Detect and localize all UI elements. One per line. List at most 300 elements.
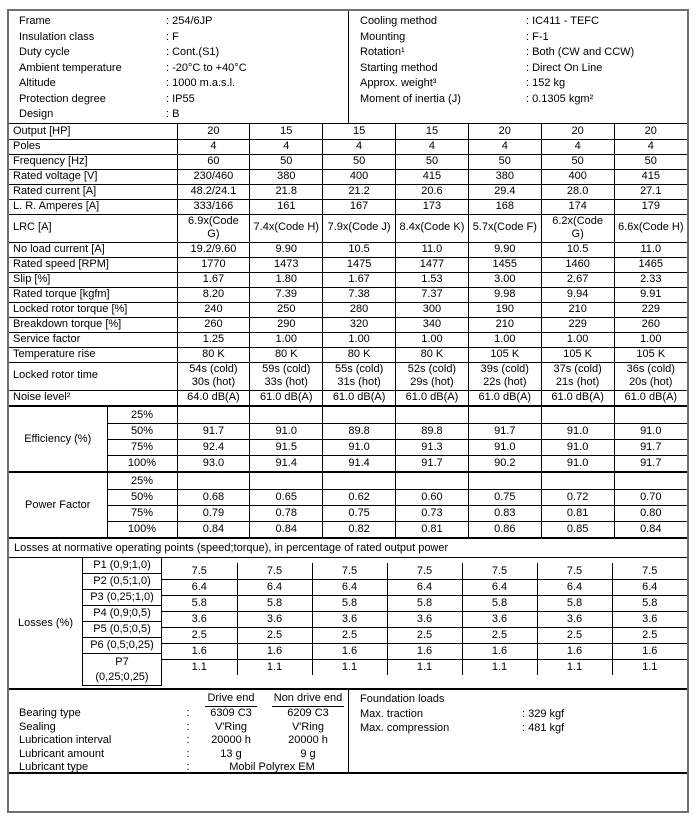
bearing-block bbox=[9, 690, 349, 772]
efficiency-value-cell: 91.4 bbox=[250, 455, 323, 471]
foundation-value: : 329 kgf bbox=[522, 708, 565, 720]
losses-value-cell: 2.5 bbox=[312, 627, 387, 643]
general-info-left bbox=[9, 11, 348, 123]
spec-value-cell: 105 K bbox=[614, 347, 687, 362]
losses-value-cell: 7.5 bbox=[462, 563, 537, 579]
spec-value-cell: 1770 bbox=[177, 257, 250, 272]
spec-row bbox=[9, 272, 687, 287]
power-factor-value-cell bbox=[614, 473, 687, 489]
bearing-row bbox=[19, 721, 349, 735]
losses-value-cell: 7.5 bbox=[612, 563, 687, 579]
spec-value-cell: 2.33 bbox=[614, 272, 687, 287]
foundation-row bbox=[360, 707, 687, 721]
spec-row-label: L. R. Amperes [A] bbox=[9, 199, 177, 214]
losses-body bbox=[9, 558, 687, 688]
bearing-row bbox=[19, 748, 349, 762]
losses-value-cell: 3.6 bbox=[387, 611, 462, 627]
spec-value-cell: 415 bbox=[614, 169, 687, 184]
power-factor-block bbox=[9, 471, 687, 537]
spec-row-label: Rated torque [kgfm] bbox=[9, 287, 177, 302]
footer-empty-area bbox=[9, 772, 687, 811]
load-level-cell: 50% bbox=[107, 489, 177, 505]
info-row bbox=[19, 61, 348, 77]
spec-value-cell: 4 bbox=[614, 139, 687, 154]
spec-table-section bbox=[9, 123, 687, 405]
performance-section bbox=[9, 405, 687, 537]
info-row bbox=[360, 92, 687, 108]
spec-row bbox=[9, 139, 687, 154]
spec-row-label: Frequency [Hz] bbox=[9, 154, 177, 169]
spec-value-cell: 9.98 bbox=[468, 287, 541, 302]
power-factor-value-cell: 0.78 bbox=[250, 505, 323, 521]
efficiency-value-cell: 91.3 bbox=[396, 439, 469, 455]
colon: : bbox=[186, 747, 190, 760]
spec-value-cell: 380 bbox=[468, 169, 541, 184]
info-value: : IP55 bbox=[166, 92, 195, 105]
colon: : bbox=[186, 720, 190, 733]
efficiency-row bbox=[9, 455, 687, 471]
spec-value-cell: 4 bbox=[468, 139, 541, 154]
losses-value-cell: 1.1 bbox=[462, 659, 537, 675]
info-label: Altitude bbox=[19, 77, 56, 89]
spec-value-cell: 50 bbox=[541, 154, 614, 169]
spec-value-cell: 333/166 bbox=[177, 199, 250, 214]
spec-value-cell: 210 bbox=[468, 317, 541, 332]
info-label: Design bbox=[19, 108, 54, 120]
spec-value-cell: 7.4x(Code H) bbox=[250, 214, 323, 242]
lubricant-type-value: Mobil Polyrex EM bbox=[229, 761, 315, 773]
info-label: Frame bbox=[19, 15, 51, 27]
losses-row bbox=[162, 627, 687, 643]
bearing-row-label: Sealing bbox=[19, 720, 56, 733]
losses-point-label: P4 (0,9;0,5) bbox=[82, 606, 162, 622]
spec-value-cell: 1.00 bbox=[250, 332, 323, 347]
spec-value-cell: 10.5 bbox=[541, 242, 614, 257]
info-row bbox=[360, 76, 687, 92]
colon: : bbox=[186, 707, 190, 719]
spec-row-label: Poles bbox=[9, 139, 177, 154]
spec-value-cell: 174 bbox=[541, 199, 614, 214]
spec-row bbox=[9, 287, 687, 302]
spec-value-cell: 20 bbox=[541, 124, 614, 139]
info-value: : Cont.(S1) bbox=[166, 46, 220, 58]
spec-value-cell: 415 bbox=[396, 169, 469, 184]
spec-row-label: Rated voltage [V] bbox=[9, 169, 177, 184]
spec-value-cell: 4 bbox=[177, 139, 250, 154]
losses-value-cell: 3.6 bbox=[312, 611, 387, 627]
spec-row-label: LRC [A] bbox=[9, 214, 177, 242]
losses-point-labels bbox=[82, 558, 162, 688]
spec-value-cell: 15 bbox=[250, 124, 323, 139]
spec-value-cell: 2.67 bbox=[541, 272, 614, 287]
power-factor-value-cell: 0.79 bbox=[177, 505, 250, 521]
spec-row-label: Rated speed [RPM] bbox=[9, 257, 177, 272]
info-value: : F bbox=[166, 30, 179, 43]
losses-value-cell: 6.4 bbox=[612, 579, 687, 595]
spec-value-cell: 1465 bbox=[614, 257, 687, 272]
spec-value-cell: 21.8 bbox=[250, 184, 323, 199]
power-factor-value-cell: 0.72 bbox=[541, 489, 614, 505]
info-label: Moment of inertia (J) bbox=[360, 92, 461, 105]
efficiency-value-cell: 91.0 bbox=[541, 423, 614, 439]
spec-value-cell: 6.2x(Code G) bbox=[541, 214, 614, 242]
power-factor-value-cell: 0.75 bbox=[468, 489, 541, 505]
spec-value-cell: 36s (cold) 20s (hot) bbox=[614, 362, 687, 390]
losses-point-label: P7 (0,25;0,25) bbox=[82, 654, 162, 686]
efficiency-row bbox=[9, 423, 687, 439]
spec-value-cell: 50 bbox=[468, 154, 541, 169]
info-value: : Both (CW and CCW) bbox=[526, 46, 635, 58]
spec-value-cell: 1.00 bbox=[614, 332, 687, 347]
efficiency-value-cell: 91.7 bbox=[468, 423, 541, 439]
losses-value-cell: 1.6 bbox=[612, 643, 687, 659]
spec-value-cell: 320 bbox=[323, 317, 396, 332]
power-factor-value-cell bbox=[468, 473, 541, 489]
losses-point-label: P3 (0,25;1,0) bbox=[82, 590, 162, 606]
info-row bbox=[360, 61, 687, 77]
spec-value-cell: 1.00 bbox=[323, 332, 396, 347]
efficiency-value-cell: 91.4 bbox=[323, 455, 396, 471]
spec-value-cell: 61.0 dB(A) bbox=[250, 390, 323, 405]
losses-point-label: P1 (0,9;1,0) bbox=[82, 558, 162, 574]
losses-section bbox=[9, 537, 687, 688]
losses-value-cell: 1.6 bbox=[162, 643, 237, 659]
info-value: : 152 kg bbox=[526, 77, 566, 89]
general-info-right bbox=[348, 11, 687, 123]
losses-value-cell: 3.6 bbox=[612, 611, 687, 627]
info-label: Duty cycle bbox=[19, 46, 70, 58]
drive-end-header-text: Drive end bbox=[205, 692, 256, 707]
spec-value-cell: 1.25 bbox=[177, 332, 250, 347]
spec-value-cell: 1477 bbox=[396, 257, 469, 272]
efficiency-row bbox=[9, 407, 687, 423]
spec-value-cell: 20 bbox=[177, 124, 250, 139]
power-factor-row bbox=[9, 489, 687, 505]
losses-value-cell: 7.5 bbox=[237, 563, 312, 579]
spec-value-cell: 21.2 bbox=[323, 184, 396, 199]
spec-row bbox=[9, 184, 687, 199]
losses-value-cell: 2.5 bbox=[237, 627, 312, 643]
spec-value-cell: 1.53 bbox=[396, 272, 469, 287]
load-level-cell: 25% bbox=[107, 407, 177, 423]
bearing-value: 13 g bbox=[220, 747, 242, 760]
losses-row bbox=[162, 611, 687, 627]
info-label: Mounting bbox=[360, 30, 406, 43]
spec-value-cell: 7.9x(Code J) bbox=[323, 214, 396, 242]
losses-row bbox=[162, 659, 687, 675]
info-row bbox=[19, 14, 348, 30]
efficiency-value-cell bbox=[468, 407, 541, 423]
bearing-value: 20000 h bbox=[211, 734, 251, 746]
power-factor-value-cell: 0.86 bbox=[468, 521, 541, 537]
spec-value-cell: 10.5 bbox=[323, 242, 396, 257]
spec-value-cell: 105 K bbox=[468, 347, 541, 362]
losses-values-table bbox=[162, 563, 687, 675]
losses-value-cell: 2.5 bbox=[537, 627, 612, 643]
bearing-value: 9 g bbox=[300, 747, 316, 760]
spec-value-cell: 80 K bbox=[396, 347, 469, 362]
spec-value-cell: 400 bbox=[541, 169, 614, 184]
bearing-value: V'Ring bbox=[291, 720, 325, 733]
efficiency-value-cell: 91.7 bbox=[177, 423, 250, 439]
spec-value-cell: 4 bbox=[323, 139, 396, 154]
power-factor-value-cell: 0.82 bbox=[323, 521, 396, 537]
spec-value-cell: 4 bbox=[250, 139, 323, 154]
spec-value-cell: 20 bbox=[614, 124, 687, 139]
losses-label: Losses (%) bbox=[17, 617, 74, 629]
load-level-cell: 100% bbox=[107, 455, 177, 471]
spec-value-cell: 61.0 dB(A) bbox=[323, 390, 396, 405]
efficiency-value-cell bbox=[541, 407, 614, 423]
power-factor-value-cell bbox=[177, 473, 250, 489]
power-factor-row bbox=[9, 505, 687, 521]
info-value: : B bbox=[166, 108, 180, 120]
info-value: : IC411 - TEFC bbox=[526, 15, 599, 27]
spec-value-cell: 167 bbox=[323, 199, 396, 214]
power-factor-value-cell bbox=[250, 473, 323, 489]
spec-value-cell: 1.00 bbox=[396, 332, 469, 347]
spec-value-cell: 64.0 dB(A) bbox=[177, 390, 250, 405]
spec-value-cell: 37s (cold) 21s (hot) bbox=[541, 362, 614, 390]
losses-title: Losses at normative operating points (speed;torque), in percentage of rated output power bbox=[9, 539, 687, 558]
power-factor-value-cell: 0.84 bbox=[614, 521, 687, 537]
losses-value-cell: 6.4 bbox=[312, 579, 387, 595]
losses-value-cell: 5.8 bbox=[237, 595, 312, 611]
spec-value-cell: 11.0 bbox=[396, 242, 469, 257]
spec-value-cell: 1.00 bbox=[541, 332, 614, 347]
bearing-foundation-section bbox=[9, 688, 687, 772]
spec-value-cell: 260 bbox=[177, 317, 250, 332]
efficiency-value-cell: 91.7 bbox=[614, 455, 687, 471]
power-factor-value-cell: 0.73 bbox=[396, 505, 469, 521]
spec-value-cell: 27.1 bbox=[614, 184, 687, 199]
spec-row-label: Service factor bbox=[9, 332, 177, 347]
losses-row bbox=[162, 563, 687, 579]
spec-value-cell: 48.2/24.1 bbox=[177, 184, 250, 199]
spec-value-cell: 19.2/9.60 bbox=[177, 242, 250, 257]
spec-value-cell: 8.4x(Code K) bbox=[396, 214, 469, 242]
efficiency-label: Efficiency (%) bbox=[9, 407, 107, 471]
losses-value-cell: 2.5 bbox=[462, 627, 537, 643]
spec-value-cell: 229 bbox=[614, 302, 687, 317]
spacer bbox=[181, 692, 195, 707]
spec-value-cell: 80 K bbox=[323, 347, 396, 362]
spec-row-label: Locked rotor time bbox=[9, 362, 177, 390]
general-info-section bbox=[9, 11, 687, 123]
bearing-value: 6309 C3 bbox=[210, 707, 252, 719]
spec-value-cell: 6.9x(Code G) bbox=[177, 214, 250, 242]
bearing-value: V'Ring bbox=[214, 720, 248, 733]
losses-value-cell: 1.1 bbox=[537, 659, 612, 675]
bearing-row-label: Lubricant amount bbox=[19, 747, 104, 760]
spec-value-cell: 173 bbox=[396, 199, 469, 214]
info-value: : F-1 bbox=[526, 30, 549, 43]
spec-value-cell: 50 bbox=[323, 154, 396, 169]
info-value: : Direct On Line bbox=[526, 61, 603, 74]
spec-row bbox=[9, 124, 687, 139]
spec-value-cell: 50 bbox=[250, 154, 323, 169]
power-factor-value-cell: 0.62 bbox=[323, 489, 396, 505]
info-row bbox=[19, 76, 348, 92]
spec-value-cell: 54s (cold) 30s (hot) bbox=[177, 362, 250, 390]
spec-value-cell: 280 bbox=[323, 302, 396, 317]
power-factor-table bbox=[9, 473, 687, 537]
spec-value-cell: 50 bbox=[396, 154, 469, 169]
spec-value-cell: 400 bbox=[323, 169, 396, 184]
non-drive-end-header-text: Non drive end bbox=[272, 692, 345, 707]
spec-row bbox=[9, 154, 687, 169]
spec-row-label: Noise level² bbox=[9, 390, 177, 405]
info-value: : 1000 m.a.s.l. bbox=[166, 77, 236, 89]
power-factor-value-cell bbox=[323, 473, 396, 489]
losses-value-cell: 6.4 bbox=[237, 579, 312, 595]
losses-value-cell: 1.6 bbox=[462, 643, 537, 659]
spec-row bbox=[9, 317, 687, 332]
spec-value-cell: 20.6 bbox=[396, 184, 469, 199]
spec-value-cell: 39s (cold) 22s (hot) bbox=[468, 362, 541, 390]
load-level-cell: 75% bbox=[107, 439, 177, 455]
info-value: : -20°C to +40°C bbox=[166, 61, 247, 74]
spec-value-cell: 52s (cold) 29s (hot) bbox=[396, 362, 469, 390]
spec-value-cell: 229 bbox=[541, 317, 614, 332]
drive-end-header bbox=[195, 692, 267, 707]
spec-row bbox=[9, 242, 687, 257]
load-level-cell: 75% bbox=[107, 505, 177, 521]
load-level-cell: 25% bbox=[107, 473, 177, 489]
spec-value-cell: 8.20 bbox=[177, 287, 250, 302]
losses-value-cell: 7.5 bbox=[162, 563, 237, 579]
losses-value-cell: 2.5 bbox=[162, 627, 237, 643]
bearing-row bbox=[19, 734, 349, 748]
power-factor-value-cell: 0.80 bbox=[614, 505, 687, 521]
spec-value-cell: 7.38 bbox=[323, 287, 396, 302]
spec-value-cell: 15 bbox=[323, 124, 396, 139]
losses-value-cell: 6.4 bbox=[162, 579, 237, 595]
spec-row bbox=[9, 332, 687, 347]
spec-value-cell: 250 bbox=[250, 302, 323, 317]
spec-value-cell: 1473 bbox=[250, 257, 323, 272]
spec-row bbox=[9, 347, 687, 362]
power-factor-value-cell: 0.68 bbox=[177, 489, 250, 505]
spec-value-cell: 1475 bbox=[323, 257, 396, 272]
spec-value-cell: 80 K bbox=[177, 347, 250, 362]
spec-value-cell: 1.80 bbox=[250, 272, 323, 287]
losses-row bbox=[162, 643, 687, 659]
efficiency-value-cell: 91.5 bbox=[250, 439, 323, 455]
spec-value-cell: 50 bbox=[614, 154, 687, 169]
efficiency-value-cell: 90.2 bbox=[468, 455, 541, 471]
power-factor-value-cell: 0.65 bbox=[250, 489, 323, 505]
losses-value-cell: 7.5 bbox=[537, 563, 612, 579]
efficiency-value-cell bbox=[250, 407, 323, 423]
spec-value-cell: 1.67 bbox=[323, 272, 396, 287]
power-factor-value-cell: 0.81 bbox=[541, 505, 614, 521]
losses-value-cell: 5.8 bbox=[387, 595, 462, 611]
spec-value-cell: 61.0 dB(A) bbox=[468, 390, 541, 405]
spec-value-cell: 55s (cold) 31s (hot) bbox=[323, 362, 396, 390]
spec-value-cell: 260 bbox=[614, 317, 687, 332]
info-row bbox=[19, 92, 348, 108]
power-factor-row bbox=[9, 521, 687, 537]
bearing-row-label: Lubricant type bbox=[19, 761, 89, 773]
power-factor-value-cell: 0.83 bbox=[468, 505, 541, 521]
spec-row bbox=[9, 199, 687, 214]
spec-value-cell: 300 bbox=[396, 302, 469, 317]
power-factor-value-cell: 0.84 bbox=[177, 521, 250, 537]
efficiency-value-cell: 89.8 bbox=[396, 423, 469, 439]
spec-row-label: Temperature rise bbox=[9, 347, 177, 362]
losses-point-label: P2 (0,5;1,0) bbox=[82, 574, 162, 590]
spec-value-cell: 61.0 dB(A) bbox=[614, 390, 687, 405]
spec-row-label: No load current [A] bbox=[9, 242, 177, 257]
efficiency-value-cell bbox=[177, 407, 250, 423]
power-factor-value-cell: 0.84 bbox=[250, 521, 323, 537]
efficiency-value-cell: 91.0 bbox=[323, 439, 396, 455]
losses-value-cell: 6.4 bbox=[462, 579, 537, 595]
spec-value-cell: 11.0 bbox=[614, 242, 687, 257]
power-factor-value-cell bbox=[541, 473, 614, 489]
losses-value-cell: 1.1 bbox=[612, 659, 687, 675]
spec-row bbox=[9, 257, 687, 272]
info-value: : 0.1305 kgm² bbox=[526, 92, 594, 105]
info-label: Starting method bbox=[360, 61, 438, 74]
losses-value-cell: 3.6 bbox=[237, 611, 312, 627]
spec-value-cell: 61.0 dB(A) bbox=[541, 390, 614, 405]
info-row bbox=[360, 14, 687, 30]
efficiency-value-cell: 91.0 bbox=[614, 423, 687, 439]
spec-value-cell: 1.67 bbox=[177, 272, 250, 287]
spec-value-cell: 230/460 bbox=[177, 169, 250, 184]
power-factor-label: Power Factor bbox=[9, 473, 107, 537]
spec-value-cell: 60 bbox=[177, 154, 250, 169]
power-factor-value-cell: 0.85 bbox=[541, 521, 614, 537]
losses-value-cell: 5.8 bbox=[162, 595, 237, 611]
spec-value-cell: 9.91 bbox=[614, 287, 687, 302]
info-row bbox=[19, 45, 348, 61]
losses-value-cell: 7.5 bbox=[387, 563, 462, 579]
load-level-cell: 100% bbox=[107, 521, 177, 537]
spec-value-cell: 240 bbox=[177, 302, 250, 317]
losses-point-label: P6 (0,5;0,25) bbox=[82, 638, 162, 654]
info-value: : 254/6JP bbox=[166, 15, 213, 27]
losses-value-cell: 6.4 bbox=[387, 579, 462, 595]
losses-value-cell: 5.8 bbox=[537, 595, 612, 611]
losses-row bbox=[162, 595, 687, 611]
spec-row-label: Locked rotor torque [%] bbox=[9, 302, 177, 317]
foundation-value: : 481 kgf bbox=[522, 722, 565, 734]
info-label: Rotation¹ bbox=[360, 46, 405, 58]
bearing-row bbox=[19, 707, 349, 721]
spec-value-cell: 290 bbox=[250, 317, 323, 332]
load-level-cell: 50% bbox=[107, 423, 177, 439]
efficiency-value-cell bbox=[323, 407, 396, 423]
losses-value-cell: 3.6 bbox=[162, 611, 237, 627]
losses-value-cell: 5.8 bbox=[312, 595, 387, 611]
losses-value-cell: 1.1 bbox=[387, 659, 462, 675]
bearing-value: 6209 C3 bbox=[287, 707, 329, 719]
spec-row-label: Breakdown torque [%] bbox=[9, 317, 177, 332]
spec-value-cell: 6.6x(Code H) bbox=[614, 214, 687, 242]
losses-value-cell: 1.1 bbox=[162, 659, 237, 675]
spec-value-cell: 3.00 bbox=[468, 272, 541, 287]
spec-value-cell: 59s (cold) 33s (hot) bbox=[250, 362, 323, 390]
efficiency-value-cell: 91.7 bbox=[614, 439, 687, 455]
efficiency-value-cell: 91.0 bbox=[250, 423, 323, 439]
spec-row bbox=[9, 362, 687, 390]
colon: : bbox=[186, 734, 190, 746]
motor-datasheet bbox=[7, 9, 689, 813]
spec-value-cell: 105 K bbox=[541, 347, 614, 362]
